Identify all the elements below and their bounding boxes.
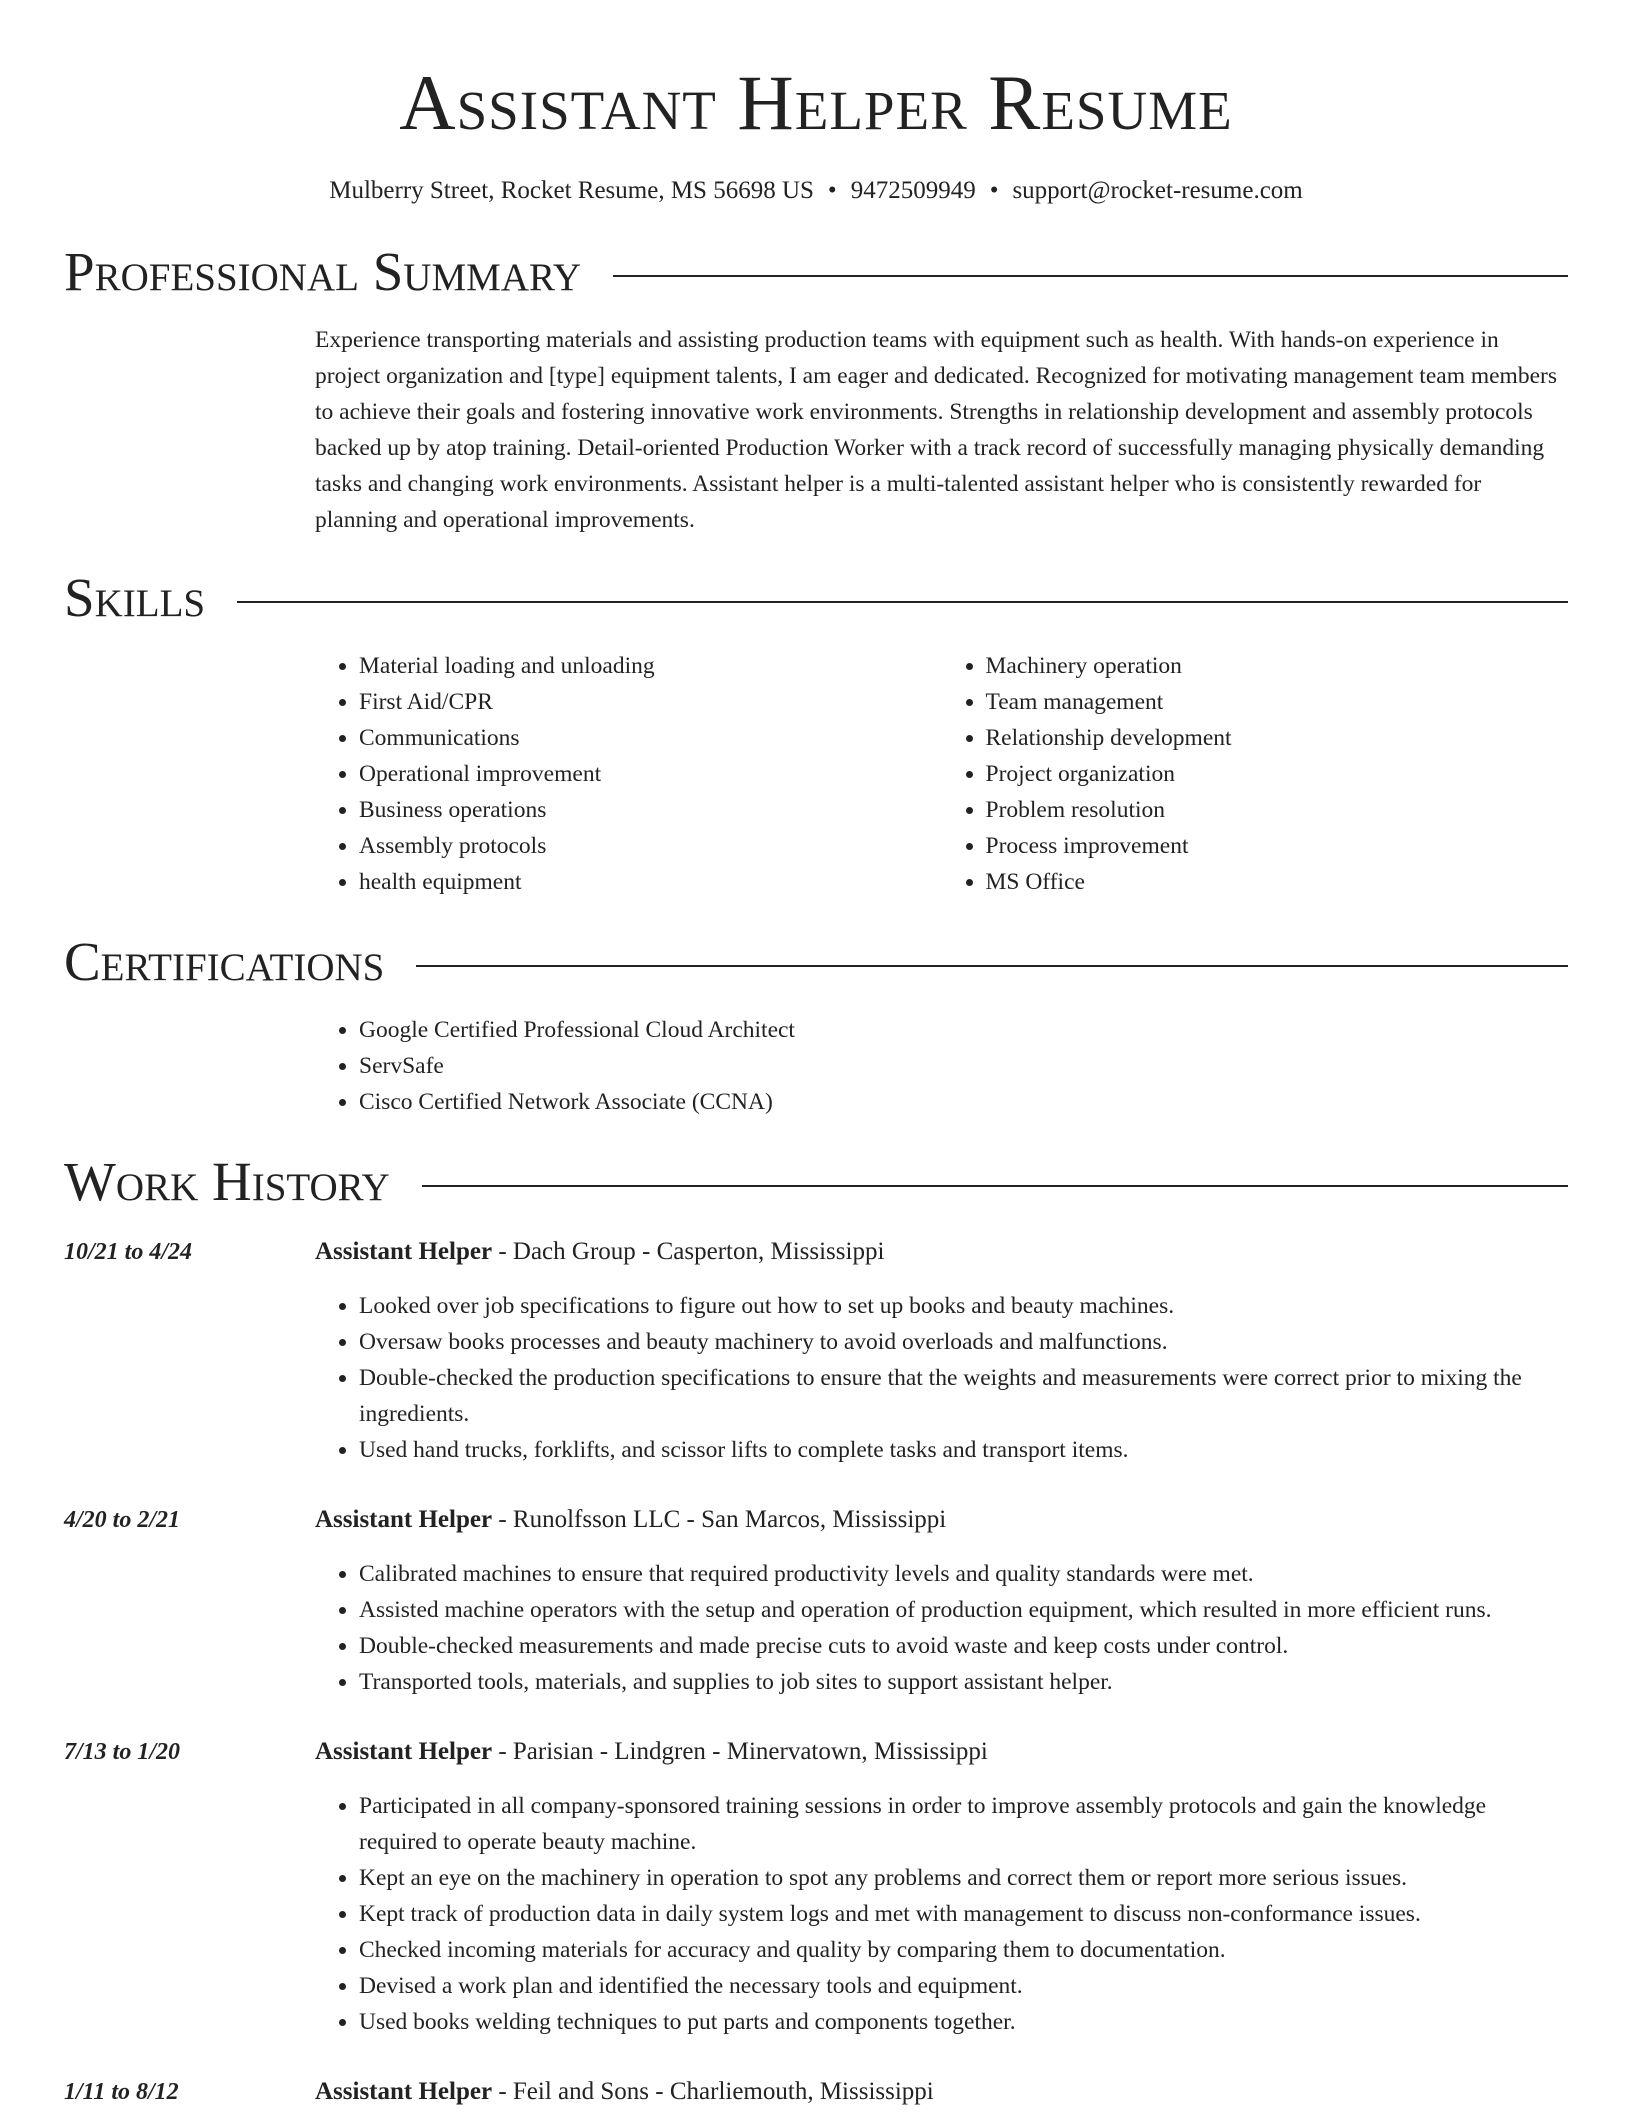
list-item: • Assembly protocols [359,828,942,864]
list-item: • Transported tools, materials, and supplies to job sites to support assistant helper. [359,1664,1568,1700]
section-divider [422,1185,1568,1187]
work-history-list [64,1234,1568,2110]
job-heading [315,1502,1568,1538]
list-item: • Double-checked the production specifications to ensure that the weights and measurements were correct prior to mixing the ingredients. [359,1360,1568,1432]
list-item: • Relationship development [986,720,1569,756]
summary-section-header [64,240,1568,304]
list-item: • MS Office [986,864,1569,900]
section-divider [237,601,1568,603]
job-employer-location: - Feil and Sons - Charliemouth, Mississippi [492,2078,934,2105]
job-body [315,1502,1568,1700]
contact-separator: • [989,177,999,204]
summary-text: Experience transporting materials and assisting production teams with equipment such as health. With hands-on experience in project organization and [type] equipment talents, I am eager and dedicated. Recognized for motivating management team members to achieve their goals and fostering innovative work environments. Strengths in relationship development and assembly protocols backed up by atop training. Detail-oriented Production Worker with a track record of successfully managing physically demanding tasks and changing work environments. Assistant helper is a multi-talented assistant helper who is consistently rewarded for planning and operational improvements. [315,327,1557,533]
skills-columns [315,648,1568,900]
list-item: • Participated in all company-sponsored training sessions in order to improve assembly protocols and gain the knowledge required to operate beauty machine. [359,1788,1568,1860]
job-bullets [315,1556,1568,1700]
job-heading [315,1734,1568,1770]
list-item: • Problem resolution [986,792,1569,828]
resume-page [64,0,1568,2110]
section-divider [613,275,1568,277]
job-title: Assistant Helper [315,1238,493,1265]
list-item: • Oversaw books processes and beauty machinery to avoid overloads and malfunctions. [359,1324,1568,1360]
list-item: • Kept an eye on the machinery in operation to spot any problems and correct them or report more serious issues. [359,1860,1568,1896]
list-item: • health equipment [359,864,942,900]
job-bullets [315,1288,1568,1468]
list-item: • Machinery operation [986,648,1569,684]
job-heading [315,2074,1568,2110]
job-entry [64,2074,1568,2110]
list-item: • First Aid/CPR [359,684,942,720]
contact-address: Mulberry Street, Rocket Resume, MS 56698 US [329,177,814,204]
list-item: • Process improvement [986,828,1569,864]
skills-list-right [942,648,1569,900]
list-item: • Project organization [986,756,1569,792]
job-title: Assistant Helper [315,2078,493,2105]
section-heading-summary: Professional Summary [64,241,582,302]
list-item: • Assisted machine operators with the setup and operation of production equipment, which resulted in more efficient runs. [359,1592,1568,1628]
list-item: • Used books welding techniques to put parts and components together. [359,2004,1568,2040]
job-entry [64,1734,1568,2040]
job-title: Assistant Helper [315,1738,493,1765]
job-dates: 4/20 to 2/21 [64,1507,181,1533]
job-body [315,1734,1568,2040]
job-entry [64,1234,1568,1468]
job-body [315,1234,1568,1468]
contact-email: support@rocket-resume.com [1012,177,1303,204]
certifications-list [315,1012,1568,1120]
job-employer-location: - Dach Group - Casperton, Mississippi [492,1238,885,1265]
work-section-header [64,1150,1568,1214]
skills-list-left [315,648,942,900]
list-item: • Checked incoming materials for accuracy and quality by comparing them to documentation. [359,1932,1568,1968]
resume-title: Assistant Helper Resume [399,59,1233,146]
list-item: • Double-checked measurements and made precise cuts to avoid waste and keep costs under control. [359,1628,1568,1664]
job-employer-location: - Parisian - Lindgren - Minervatown, Mississippi [492,1738,988,1765]
contact-separator: • [827,177,837,204]
section-divider [416,965,1568,967]
job-dates: 10/21 to 4/24 [64,1239,193,1265]
list-item: • Google Certified Professional Cloud Architect [359,1012,1568,1048]
list-item: • Devised a work plan and identified the necessary tools and equipment. [359,1968,1568,2004]
job-dates: 1/11 to 8/12 [64,2079,179,2105]
list-item: • Kept track of production data in daily system logs and met with management to discuss non-conformance issues. [359,1896,1568,1932]
job-title: Assistant Helper [315,1506,493,1533]
section-heading-work-history: Work History [64,1151,390,1212]
list-item: • Business operations [359,792,942,828]
job-body [315,2074,1568,2110]
list-item: • Team management [986,684,1569,720]
job-employer-location: - Runolfsson LLC - San Marcos, Mississippi [492,1506,947,1533]
list-item: • Cisco Certified Network Associate (CCNA) [359,1084,1568,1120]
contact-line [64,176,1568,206]
list-item: • Material loading and unloading [359,648,942,684]
list-item: • Looked over job specifications to figure out how to set up books and beauty machines. [359,1288,1568,1324]
skills-section-header [64,566,1568,630]
list-item: • Operational improvement [359,756,942,792]
job-bullets [315,1788,1568,2040]
certifications-section-header [64,930,1568,994]
section-heading-certifications: Certifications [64,931,385,992]
section-heading-skills: Skills [64,567,206,628]
list-item: • Used hand trucks, forklifts, and scissor lifts to complete tasks and transport items. [359,1432,1568,1468]
list-item: • Communications [359,720,942,756]
job-entry [64,1502,1568,1700]
list-item: • Calibrated machines to ensure that required productivity levels and quality standards were met. [359,1556,1568,1592]
list-item: • ServSafe [359,1048,1568,1084]
job-heading [315,1234,1568,1270]
job-dates: 7/13 to 1/20 [64,1739,181,1765]
contact-phone: 9472509949 [850,177,976,204]
